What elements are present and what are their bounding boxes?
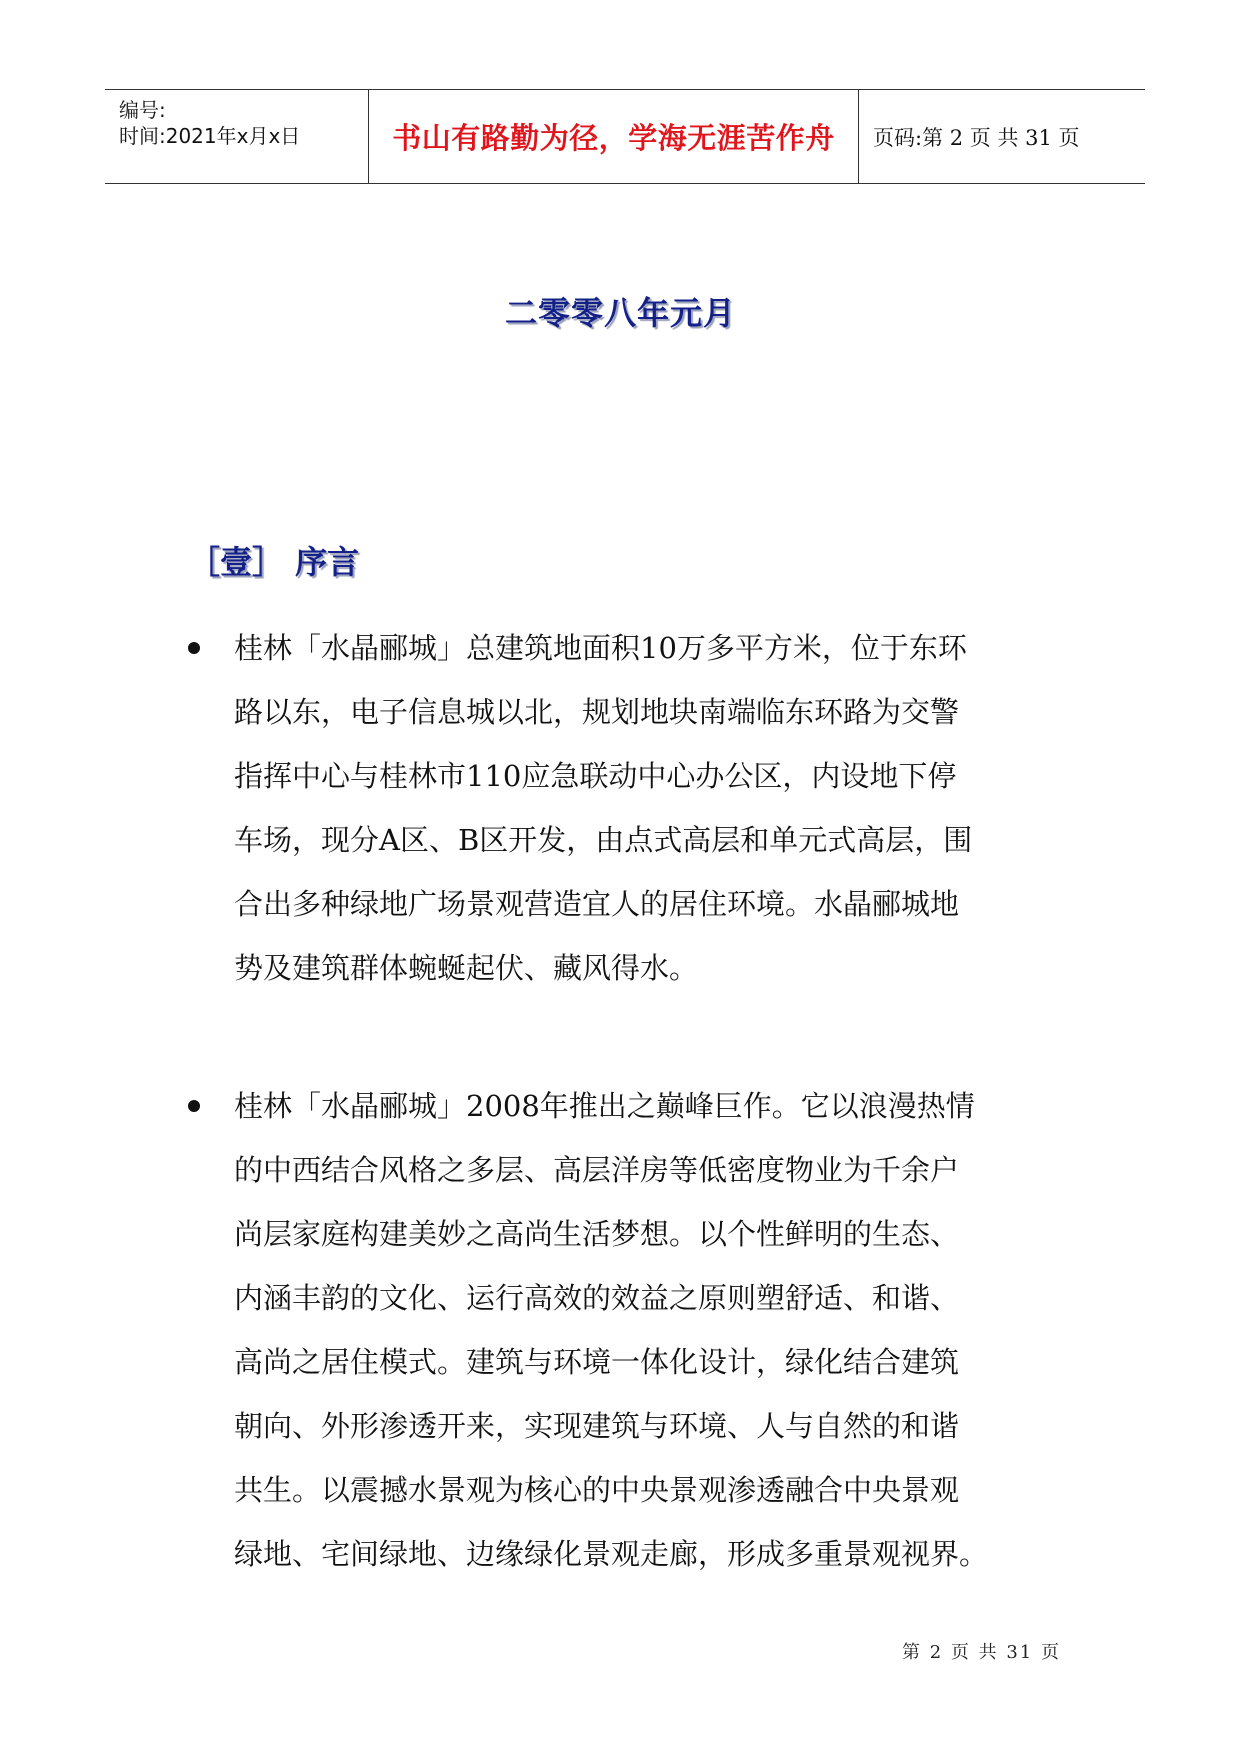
paragraph-line: 桂林「水晶郦城」2008年推出之巅峰巨作。它以浪漫热情 — [234, 1089, 975, 1123]
paragraph-line: 桂林「水晶郦城」总建筑地面积10万多平方米，位于东环 — [234, 631, 967, 665]
header-page-cell — [859, 90, 1145, 183]
page-header — [105, 89, 1145, 184]
paragraph-line: 指挥中心与桂林市110应急联动中心办公区，内设地下停 — [234, 759, 957, 793]
date-heading: 二零零八年元月 — [504, 294, 736, 332]
header-motto-cell — [369, 90, 859, 183]
page-footer: 第 2 页 共 31 页 — [902, 1642, 1061, 1663]
paragraph-line: 车场，现分A区、B区开发，由点式高层和单元式高层，围 — [234, 823, 973, 857]
page-info: 页码:第 2 页 共 31 页 — [873, 125, 1080, 150]
paragraph-line: 共生。以震撼水景观为核心的中央景观渗透融合中央景观 — [234, 1473, 960, 1507]
paragraph-line: 绿地、宅间绿地、边缘绿化景观走廊，形成多重景观视界。 — [234, 1537, 989, 1571]
time-label: 时间:2021年x月x日 — [119, 124, 301, 148]
bullet-dot-icon — [188, 642, 200, 654]
section-heading: ［壹］ 序言 — [188, 543, 360, 581]
paragraph-text — [234, 616, 1064, 1000]
motto-text: 书山有路勤为径，学海无涯苦作舟 — [392, 121, 835, 155]
paragraph-line: 高尚之居住模式。建筑与环境一体化设计，绿化结合建筑 — [234, 1345, 960, 1379]
paragraph-line: 路以东，电子信息城以北，规划地块南端临东环路为交警 — [234, 695, 960, 729]
number-label: 编号: — [119, 98, 166, 122]
paragraph-line: 的中西结合风格之多层、高层洋房等低密度物业为千余户 — [234, 1153, 960, 1187]
header-meta-cell — [105, 90, 369, 183]
paragraph-line: 内涵丰韵的文化、运行高效的效益之原则塑舒适、和谐、 — [234, 1281, 960, 1315]
paragraph-text — [234, 1074, 1064, 1586]
bullet-dot-icon — [188, 1100, 200, 1112]
paragraph-line: 合出多种绿地广场景观营造宜人的居住环境。水晶郦城地 — [234, 887, 960, 921]
paragraph-line: 势及建筑群体蜿蜒起伏、藏风得水。 — [234, 951, 699, 985]
paragraph-line: 尚层家庭构建美妙之高尚生活梦想。以个性鲜明的生态、 — [234, 1217, 960, 1251]
paragraph-line: 朝向、外形渗透开来，实现建筑与环境、人与自然的和谐 — [234, 1409, 960, 1443]
